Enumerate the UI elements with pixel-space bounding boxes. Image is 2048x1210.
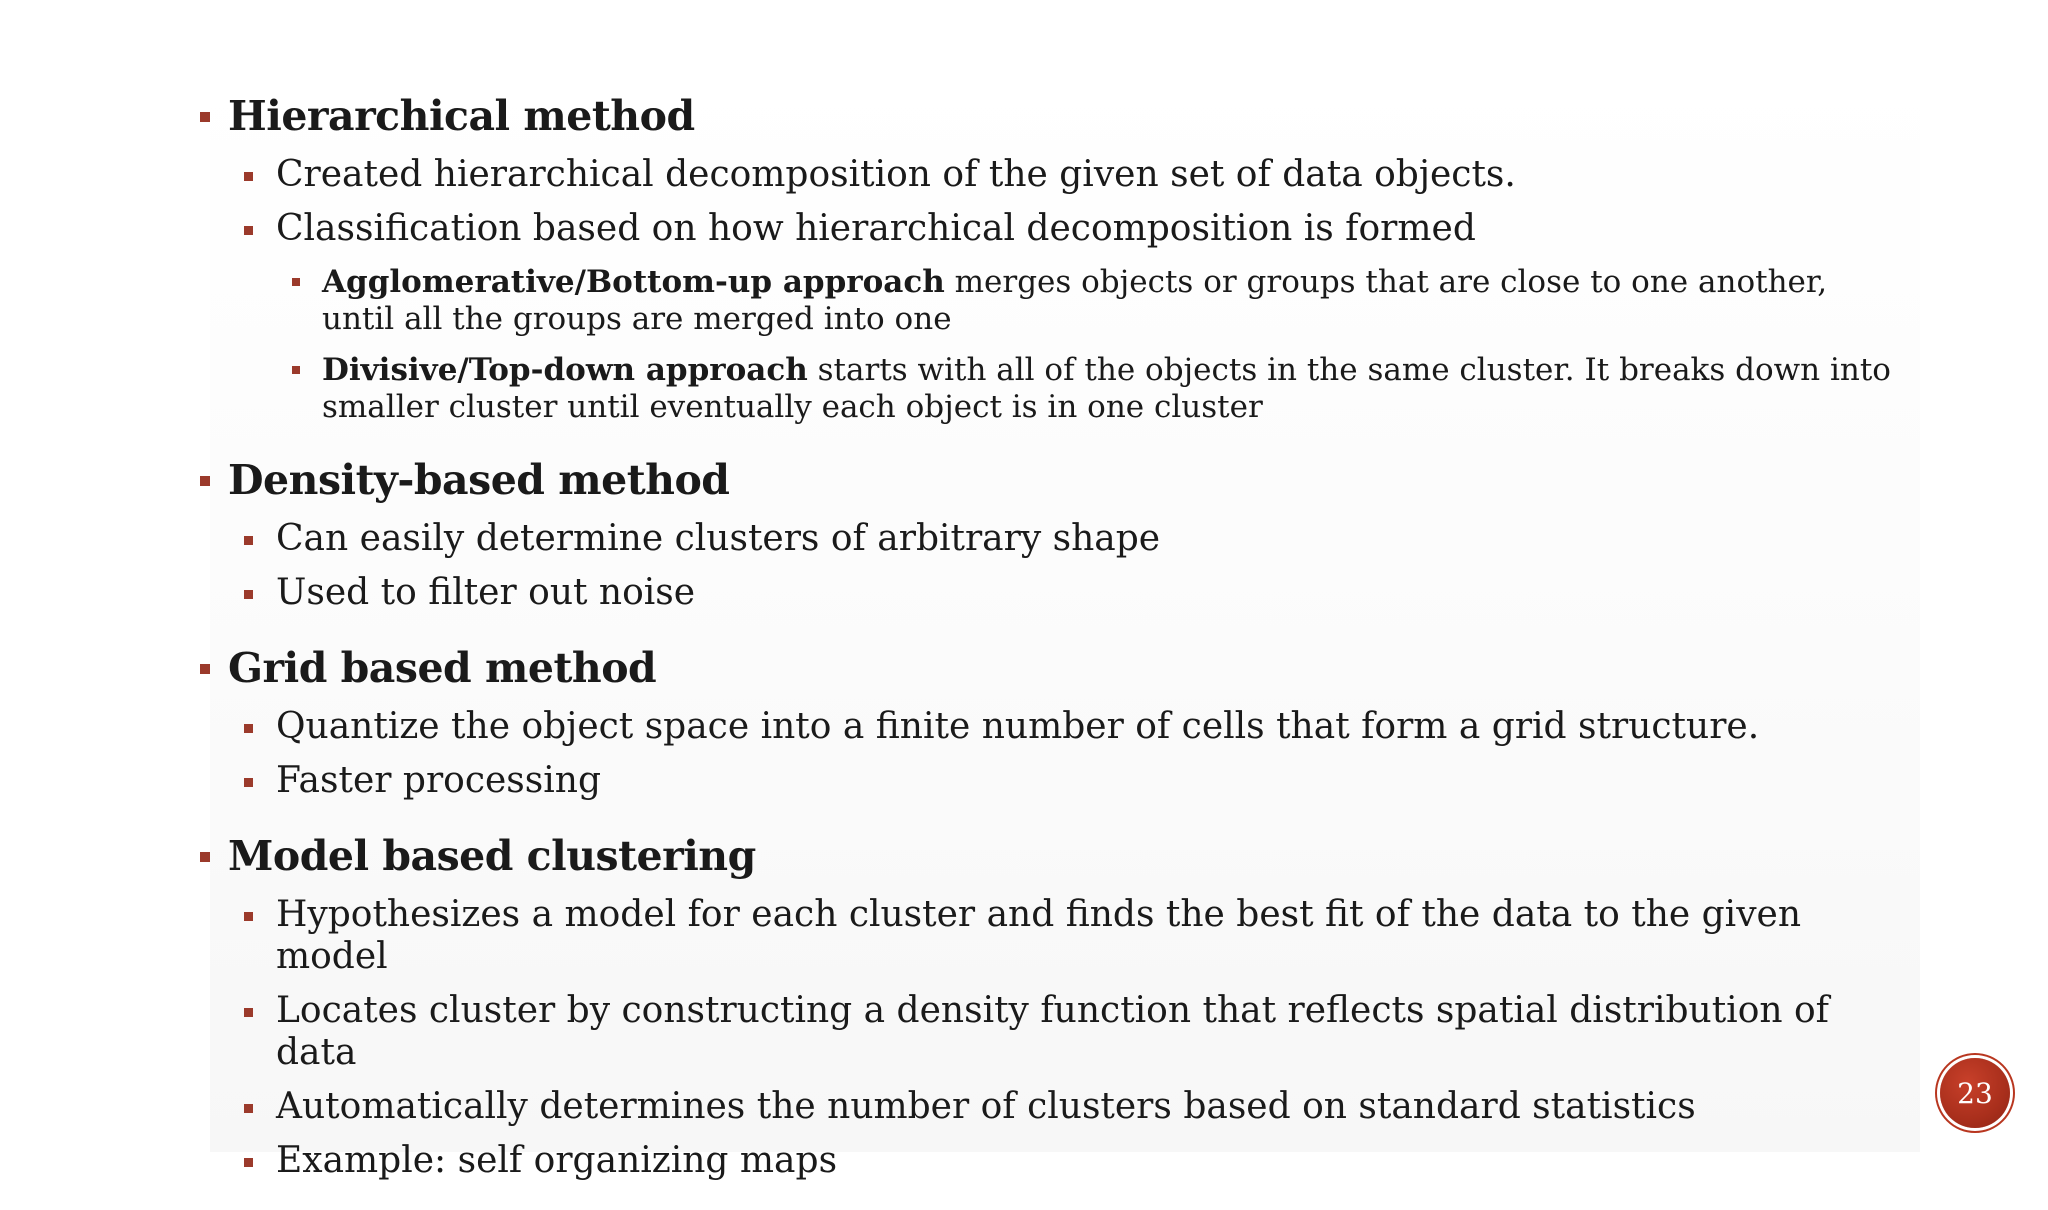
square-bullet-icon	[292, 366, 300, 374]
square-bullet-icon	[292, 278, 300, 286]
square-bullet-icon	[200, 664, 210, 674]
bullet-item	[244, 518, 1896, 560]
item-text: Faster processing	[276, 760, 601, 801]
bullet-item	[244, 1086, 1896, 1128]
square-bullet-icon	[244, 778, 253, 787]
page-number: 23	[1957, 1076, 1993, 1110]
section-grid	[196, 642, 1896, 802]
square-bullet-icon	[244, 1008, 253, 1017]
sub-item-bold: Agglomerative/Bottom-up approach	[322, 264, 945, 300]
bullet-heading	[196, 454, 1896, 506]
section-density	[196, 454, 1896, 614]
sub-bullet-item	[292, 352, 1896, 426]
item-text: Can easily determine clusters of arbitrary shape	[276, 518, 1161, 559]
heading-text: Hierarchical method	[228, 92, 695, 140]
square-bullet-icon	[244, 590, 253, 599]
bullet-item	[244, 154, 1896, 196]
square-bullet-icon	[244, 1104, 253, 1113]
bullet-item	[244, 990, 1896, 1074]
item-text: Classification based on how hierarchical decomposition is formed	[276, 208, 1476, 249]
page-number-badge	[1940, 1058, 2010, 1128]
sub-item-text: starts with all of the objects in the same cluster. It breaks down into smaller cluster until eventually each object is in one cluster	[322, 352, 1891, 425]
item-text: Used to filter out noise	[276, 572, 696, 613]
square-bullet-icon	[244, 724, 253, 733]
section-model	[196, 830, 1896, 1182]
bullet-heading	[196, 90, 1896, 142]
square-bullet-icon	[200, 476, 210, 486]
bullet-item	[244, 1140, 1896, 1182]
heading-text: Model based clustering	[228, 832, 756, 880]
bullet-heading	[196, 830, 1896, 882]
item-text: Quantize the object space into a finite number of cells that form a grid structure.	[276, 706, 1760, 747]
heading-text: Grid based method	[228, 644, 657, 692]
square-bullet-icon	[244, 1158, 253, 1167]
square-bullet-icon	[244, 226, 253, 235]
section-hierarchical	[196, 90, 1896, 426]
sub-item-text: merges objects or groups that are close to one another, until all the groups are merged into one	[322, 264, 1828, 337]
bullet-item	[244, 572, 1896, 614]
square-bullet-icon	[200, 852, 210, 862]
square-bullet-icon	[200, 112, 210, 122]
bullet-item	[244, 760, 1896, 802]
item-text: Locates cluster by constructing a density function that reflects spatial distribution of data	[276, 990, 1829, 1073]
sub-item-bold: Divisive/Top-down approach	[322, 352, 808, 388]
sub-bullet-item	[292, 264, 1896, 338]
square-bullet-icon	[244, 912, 253, 921]
bullet-item	[244, 894, 1896, 978]
bullet-heading	[196, 642, 1896, 694]
item-text: Hypothesizes a model for each cluster and finds the best fit of the data to the given model	[276, 894, 1802, 977]
slide-content	[196, 90, 1896, 1210]
square-bullet-icon	[244, 536, 253, 545]
item-text: Example: self organizing maps	[276, 1140, 838, 1181]
bullet-item	[244, 706, 1896, 748]
bullet-item	[244, 208, 1896, 250]
heading-text: Density-based method	[228, 456, 730, 504]
square-bullet-icon	[244, 172, 253, 181]
item-text: Automatically determines the number of clusters based on standard statistics	[276, 1086, 1696, 1127]
item-text: Created hierarchical decomposition of the given set of data objects.	[276, 154, 1516, 195]
